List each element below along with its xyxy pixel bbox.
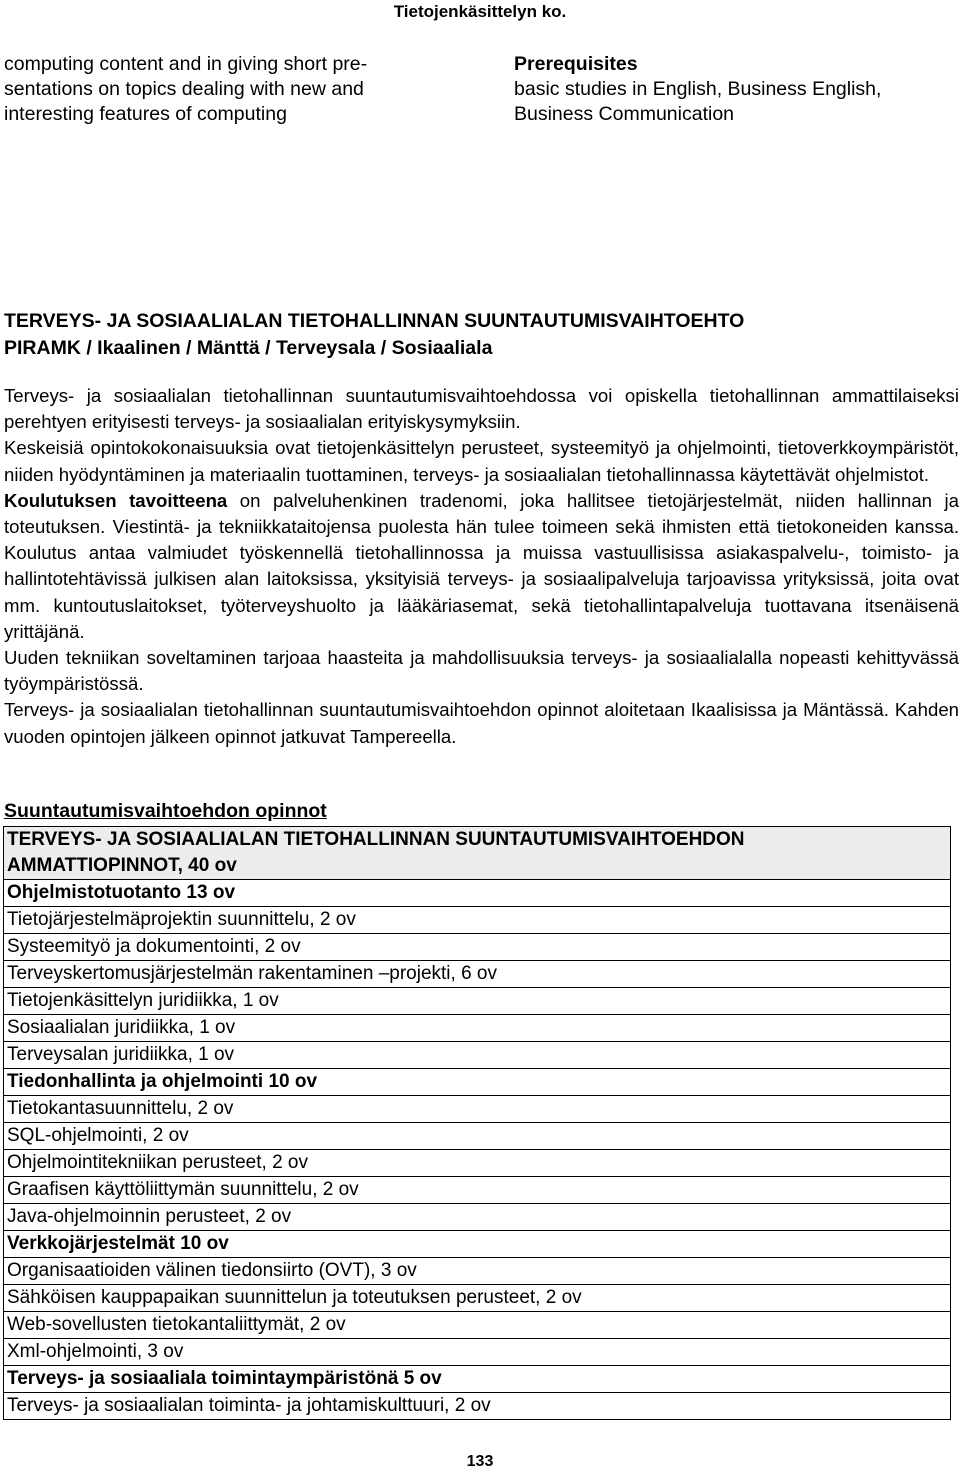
left-column-text xyxy=(4,52,454,127)
table-row xyxy=(4,1150,951,1177)
table-row xyxy=(4,907,951,934)
table-row xyxy=(4,1123,951,1150)
table-row xyxy=(4,1339,951,1366)
table-cell: Sosiaalialan juridiikka, 1 ov xyxy=(4,1015,951,1042)
section-body xyxy=(4,383,959,750)
left-line: interesting features of computing xyxy=(4,103,287,125)
paragraph: Terveys- ja sosiaalialan tietohallinnan suuntautumisvaihtoehdossa voi opiskella tietohallinnan ammattilaiseksi perehtyen erityisesti terveys- ja sosiaalialan erityiskysymyksiin. xyxy=(4,385,959,433)
paragraph xyxy=(4,488,959,645)
table-cell: Ohjelmointitekniikan perusteet, 2 ov xyxy=(4,1150,951,1177)
paragraph: Keskeisiä opintokokonaisuuksia ovat tietojenkäsittelyn perusteet, systeemityö ja ohjelmointi, tietoverkkoympäristöt, niiden hyödyntäminen ja materiaalin tuottaminen, terveys- ja sosiaalialan tietohallinnassa käytettävät ohjelmistot. xyxy=(4,437,959,485)
table-group-row xyxy=(4,1366,951,1393)
table-group-row xyxy=(4,1231,951,1258)
table-row xyxy=(4,1177,951,1204)
table-cell: Java-ohjelmoinnin perusteet, 2 ov xyxy=(4,1204,951,1231)
table-row xyxy=(4,961,951,988)
table-row xyxy=(4,1096,951,1123)
table-cell: Tiedonhallinta ja ohjelmointi 10 ov xyxy=(4,1069,951,1096)
table-header-line: TERVEYS- JA SOSIAALIALAN TIETOHALLINNAN SUUNTAUTUMISVAIHTOEHDON xyxy=(7,829,745,850)
table-cell: Tietokantasuunnittelu, 2 ov xyxy=(4,1096,951,1123)
table-cell: Verkkojärjestelmät 10 ov xyxy=(4,1231,951,1258)
table-row xyxy=(4,1042,951,1069)
table-cell: Terveys- ja sosiaalialan toiminta- ja johtamiskulttuuri, 2 ov xyxy=(4,1393,951,1420)
table-cell: Organisaatioiden välinen tiedonsiirto (OVT), 3 ov xyxy=(4,1258,951,1285)
table-row xyxy=(4,1393,951,1420)
section-title-line: TERVEYS- JA SOSIAALIALAN TIETOHALLINNAN SUUNTAUTUMISVAIHTOEHTO xyxy=(4,310,745,332)
table-header-line: AMMATTIOPINNOT, 40 ov xyxy=(7,855,237,876)
table-cell: Terveys- ja sosiaaliala toimintaympäristönä 5 ov xyxy=(4,1366,951,1393)
prerequisites-heading: Prerequisites xyxy=(514,53,638,75)
table-header-cell xyxy=(4,827,951,880)
paragraph-rest: on palveluhenkinen tradenomi, joka hallitsee tietojärjestelmät, niiden hallinnan ja toteutuksen. Viestintä- ja tekniikkataitojensa puolesta hän tulee toimeen sekä ihmisten että tietokoneiden kanssa. Koulutus antaa valmiudet työskennellä tietohallinnossa ja muissa vastuullisissa asiakaspalvelu-, toimisto- ja hallintotehtävissä julkisen alan laitoksissa, yksityisiä terveys- ja sosiaalipalveluja tarjoavissa yrityksissä, joita ovat mm. kuntoutuslaitokset, työterveyshuolto ja lääkäriasemat, sekä tietohallintapalveluja tuottavana itsenäisenä yrittäjänä. xyxy=(4,489,959,642)
prerequisites-block xyxy=(514,52,958,127)
paragraph: Terveys- ja sosiaalialan tietohallinnan suuntautumisvaihtoehdon opinnot aloitetaan Ikaalisissa ja Mäntässä. Kahden vuoden opintojen jälkeen opinnot jatkuvat Tampereella. xyxy=(4,699,959,747)
table-cell: Tietojärjestelmäprojektin suunnittelu, 2 ov xyxy=(4,907,951,934)
paragraph-lead: Koulutuksen tavoitteena xyxy=(4,489,228,511)
section-title xyxy=(4,308,956,362)
table-cell: Tietojenkäsittelyn juridiikka, 1 ov xyxy=(4,988,951,1015)
table-cell: Web-sovellusten tietokantaliittymät, 2 ov xyxy=(4,1312,951,1339)
table-row xyxy=(4,1204,951,1231)
page-number: 133 xyxy=(466,1453,494,1470)
table-cell: Terveysalan juridiikka, 1 ov xyxy=(4,1042,951,1069)
prerequisites-line: basic studies in English, Business English, xyxy=(514,78,882,100)
paragraph: Uuden tekniikan soveltaminen tarjoaa haasteita ja mahdollisuuksia terveys- ja sosiaalialalla nopeasti kehittyvässä työympäristössä. xyxy=(4,647,959,695)
table-group-row xyxy=(4,880,951,907)
table-row xyxy=(4,934,951,961)
table-cell: Sähköisen kauppapaikan suunnittelun ja toteutuksen perusteet, 2 ov xyxy=(4,1285,951,1312)
table-cell: SQL-ohjelmointi, 2 ov xyxy=(4,1123,951,1150)
table-row xyxy=(4,1258,951,1285)
table-row xyxy=(4,1312,951,1339)
courses-table xyxy=(3,826,951,1420)
left-line: sentations on topics dealing with new and xyxy=(4,78,364,100)
section-subtitle-line: PIRAMK / Ikaalinen / Mänttä / Terveysala / Sosiaaliala xyxy=(4,337,493,359)
table-cell: Graafisen käyttöliittymän suunnittelu, 2 ov xyxy=(4,1177,951,1204)
table-cell: Ohjelmistotuotanto 13 ov xyxy=(4,880,951,907)
table-cell: Terveyskertomusjärjestelmän rakentaminen –projekti, 6 ov xyxy=(4,961,951,988)
table-header-row xyxy=(4,827,951,880)
table-row xyxy=(4,988,951,1015)
studies-title: Suuntautumisvaihtoehdon opinnot xyxy=(4,800,327,822)
prerequisites-line: Business Communication xyxy=(514,103,735,125)
left-line: computing content and in giving short pre- xyxy=(4,53,368,75)
table-cell: Systeemityö ja dokumentointi, 2 ov xyxy=(4,934,951,961)
table-group-row xyxy=(4,1069,951,1096)
table-cell: Xml-ohjelmointi, 3 ov xyxy=(4,1339,951,1366)
running-header: Tietojenkäsittelyn ko. xyxy=(393,2,567,21)
table-row xyxy=(4,1015,951,1042)
table-row xyxy=(4,1285,951,1312)
